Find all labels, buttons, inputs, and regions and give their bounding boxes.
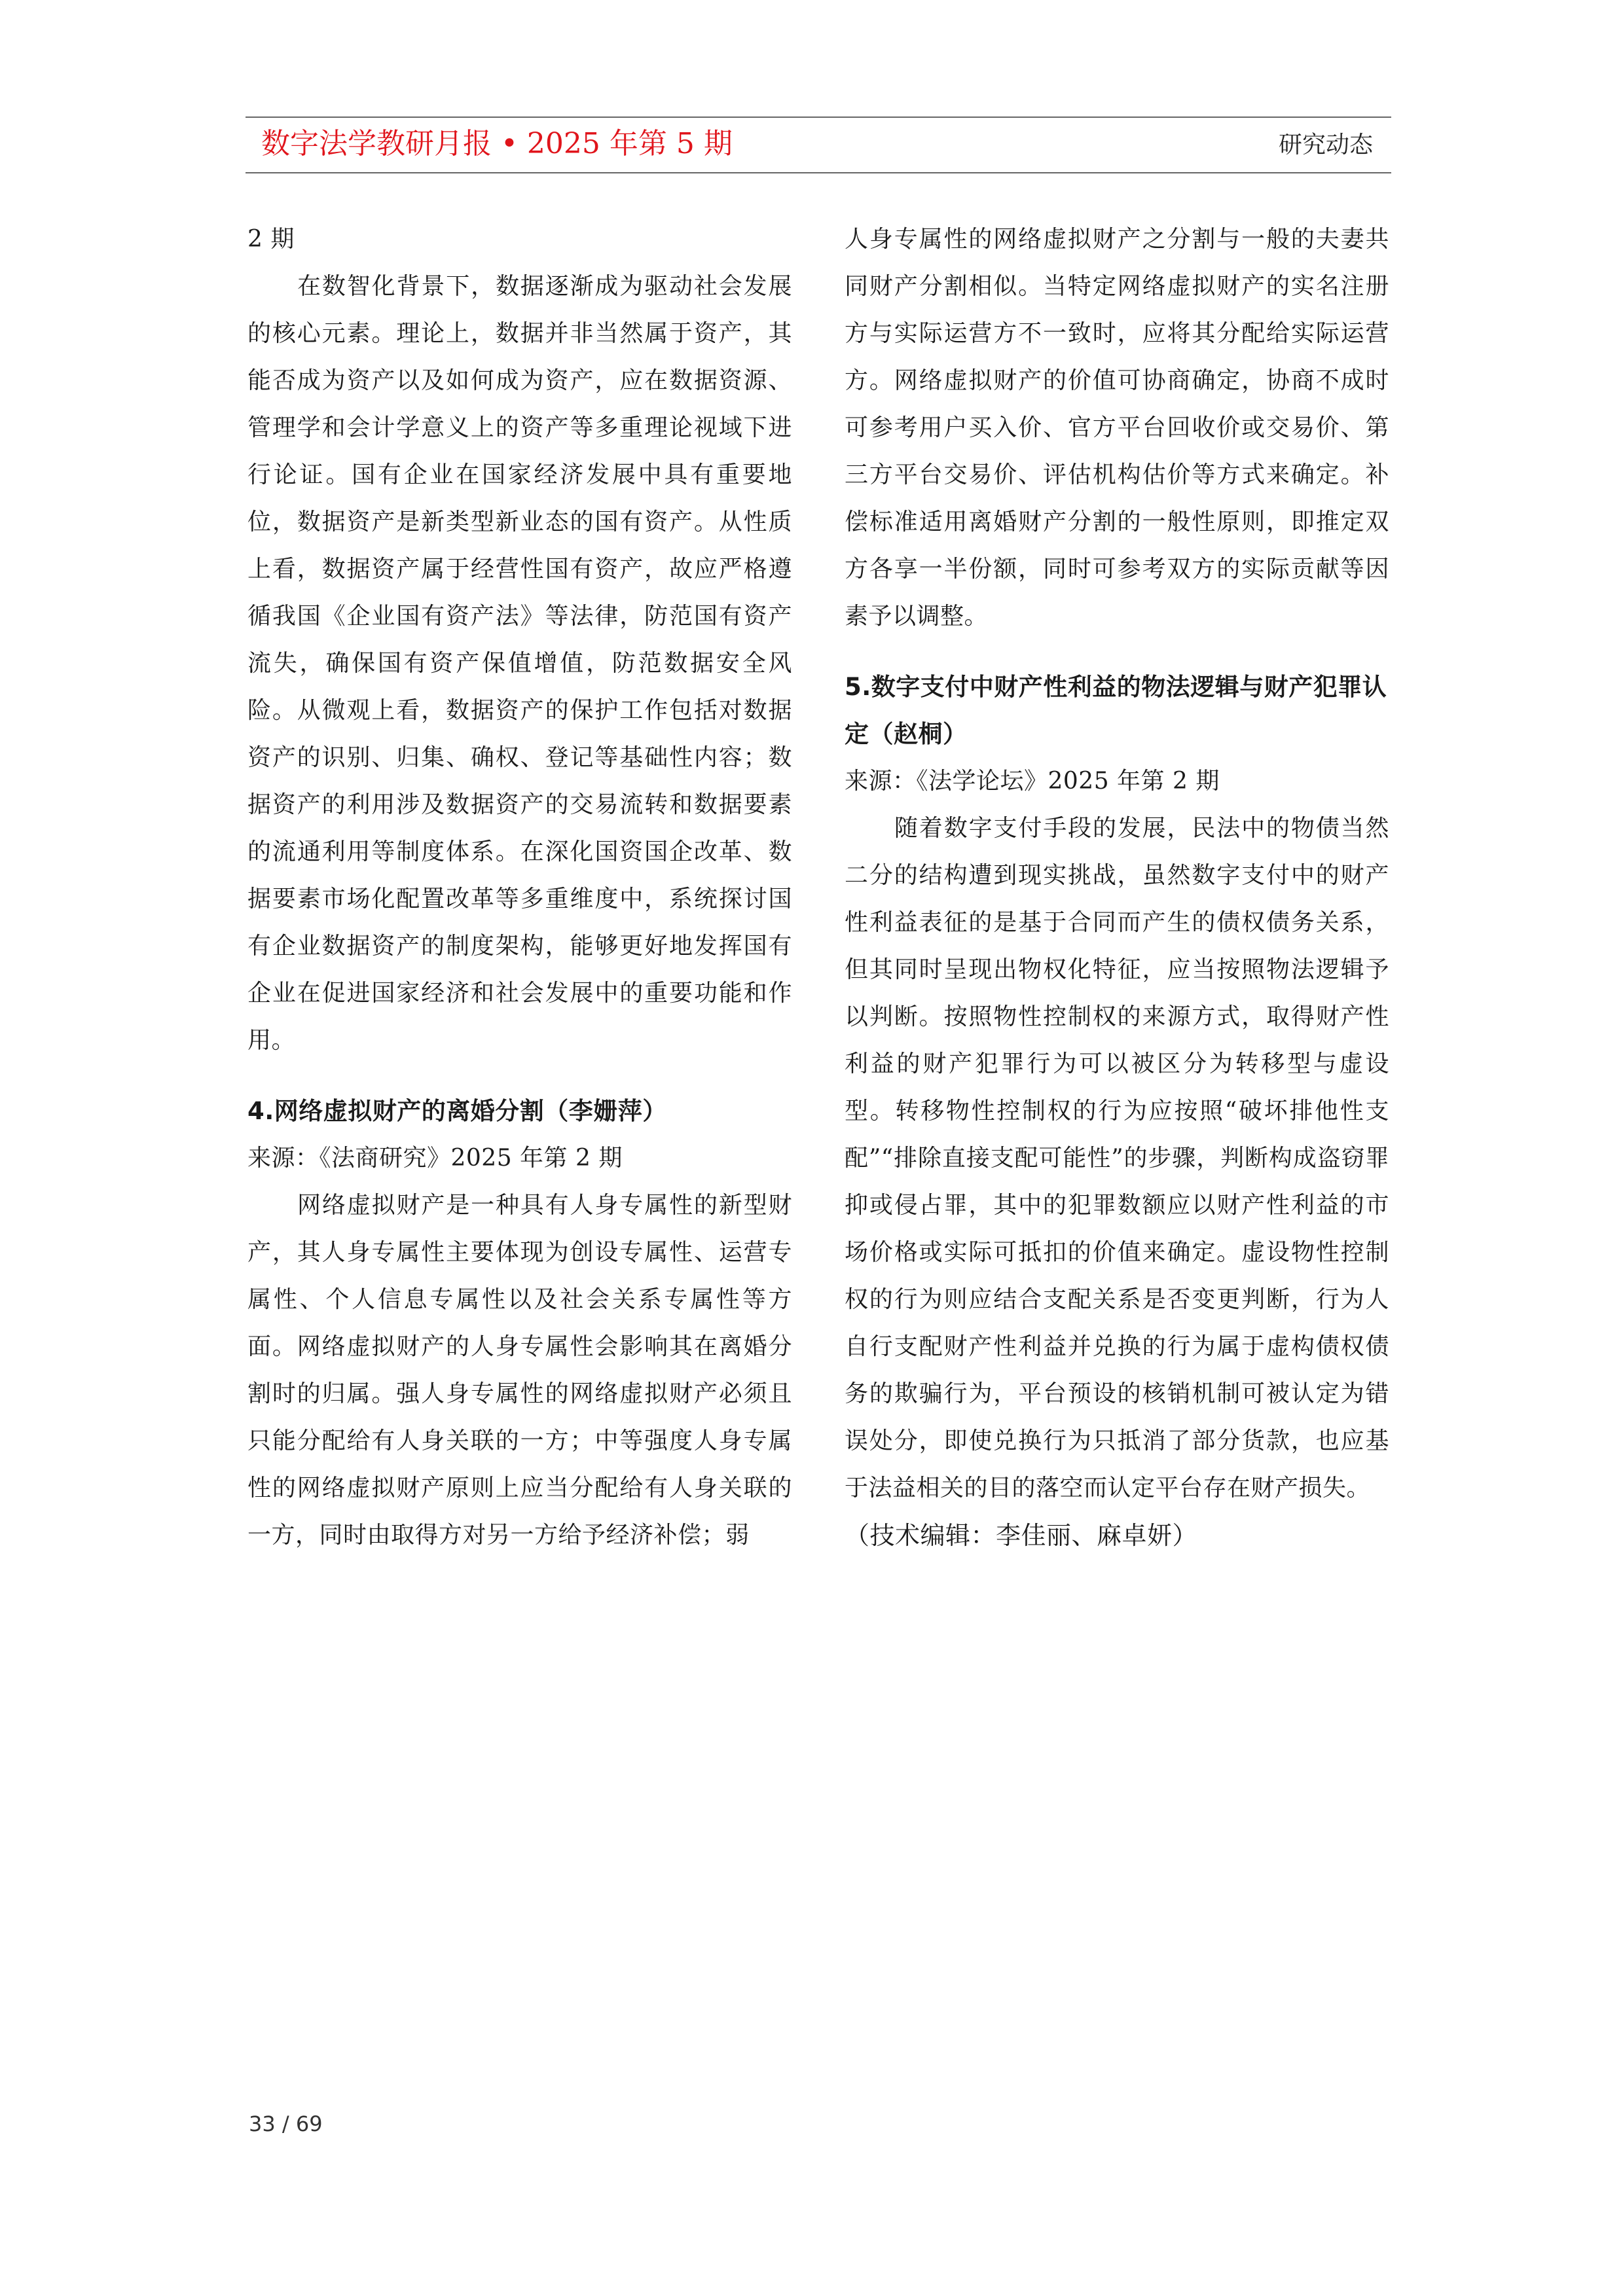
page-header bbox=[246, 117, 1391, 173]
article4-body-continued: 人身专属性的网络虚拟财产之分割与一般的夫妻共同财产分割相似。当特定网络虚拟财产的实名注册方与实际运营方不一致时，应将其分配给实际运营方。网络虚拟财产的价值可协商确定，协商不成时可参考用户买入价、官方平台回收价或交易价、第三方平台交易价、评估机构估价等方式来确定。补偿标准适用离婚财产分割的一般性原则，即推定双方各享一半份额，同时可参考双方的实际贡献等因素予以调整。 bbox=[845, 226, 1389, 630]
article3-body: 在数智化背景下，数据逐渐成为驱动社会发展的核心元素。理论上，数据并非当然属于资产，其能否成为资产以及如何成为资产，应在数据资源、管理学和会计学意义上的资产等多重理论视域下进行论证。国有企业在国家经济发展中具有重要地位，数据资产是新类型新业态的国有资产。从性质上看，数据资产属于经营性国有资产，故应严格遵循我国《企业国有资产法》等法律，防范国有资产流失，确保国有资产保值增值，防范数据安全风险。从微观上看，数据资产的保护工作包括对数据资产的识别、归集、确权、登记等基础性内容；数据资产的利用涉及数据资产的交易流转和数据要素的流通利用等制度体系。在深化国资国企改革、数据要素市场化配置改革等多重维度中，系统探讨国有企业数据资产的制度架构，能够更好地发挥国有企业在促进国家经济和社会发展中的重要功能和作用。 bbox=[247, 273, 792, 1054]
right-column bbox=[845, 216, 1389, 1559]
left-column bbox=[247, 216, 792, 1559]
page-number: 33 / 69 bbox=[249, 2111, 323, 2136]
technical-editor: （技术编辑：李佳丽、麻卓妍） bbox=[845, 1521, 1198, 1550]
article5-title: 5.数字支付中财产性利益的物法逻辑与财产犯罪认定（赵桐） bbox=[845, 673, 1387, 748]
continued-fragment: 2 期 bbox=[247, 226, 295, 253]
section-label: 研究动态 bbox=[1278, 132, 1373, 158]
article4-title: 4.网络虚拟财产的离婚分割（李姗萍） bbox=[247, 1097, 667, 1125]
article5-source: 来源：《法学论坛》2025 年第 2 期 bbox=[845, 768, 1220, 795]
article4-source: 来源：《法商研究》2025 年第 2 期 bbox=[247, 1145, 623, 1172]
journal-title: 数字法学教研月报 • 2025 年第 5 期 bbox=[261, 127, 733, 160]
article5-body: 随着数字支付手段的发展，民法中的物债当然二分的结构遭到现实挑战，虽然数字支付中的财产性利益表征的是基于合同而产生的债权债务关系，但其同时呈现出物权化特征，应当按照物法逻辑予以判断。按照物性控制权的来源方式，取得财产性利益的财产犯罪行为可以被区分为转移型与虚设型。转移物性控制权的行为应按照“破坏排他性支配”“排除直接支配可能性”的步骤，判断构成盗窃罪抑或侵占罪，其中的犯罪数额应以财产性利益的市场价格或实际可抵扣的价值来确定。虚设物性控制权的行为则应结合支配关系是否变更判断，行为人自行支配财产性利益并兑换的行为属于虚构债权债务的欺骗行为，平台预设的核销机制可被认定为错误处分，即使兑换行为只抵消了部分货款，也应基于法益相关的目的落空而认定平台存在财产损失。 bbox=[845, 815, 1389, 1501]
article4-body: 网络虚拟财产是一种具有人身专属性的新型财产，其人身专属性主要体现为创设专属性、运营专属性、个人信息专属性以及社会关系专属性等方面。网络虚拟财产的人身专属性会影响其在离婚分割时的归属。强人身专属性的网络虚拟财产必须且只能分配给有人身关联的一方；中等强度人身专属性的网络虚拟财产原则上应当分配给有人身关联的一方，同时由取得方对另一方给予经济补偿；弱 bbox=[247, 1192, 792, 1549]
